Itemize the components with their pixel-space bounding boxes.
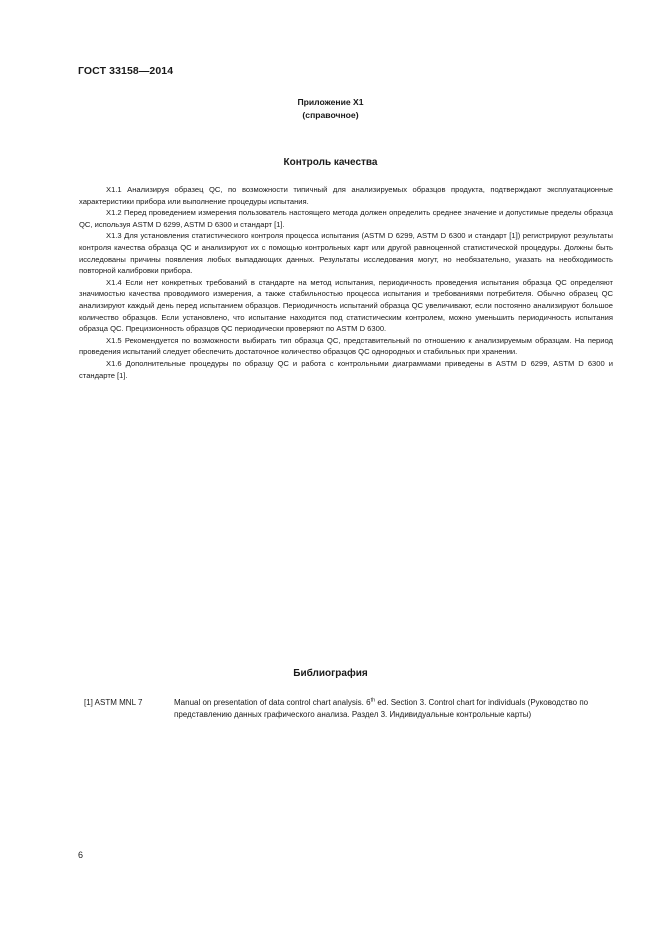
paragraph-x1-4: X1.4 Если нет конкретных требований в стандарте на метод испытания, периодичность проведения испытания образца QC определяют значимостью качества проводимого измерения, а также стабильностью процесса испытания и требованиями потребителя. Обычно образец QC анализируют каждый день перед испытанием образцов. Периодичность испытаний образца QC увеличивают, если постоянно анализируют большое количество образцов. Если установлено, что испытание находится под статистическим контролем, можно уменьшить периодичность испытания образца QC. Прецизионность образцов QC периодически проверяют по ASTM D 6300. — [79, 277, 613, 334]
bibliography-ref: [1] ASTM MNL 7 — [84, 698, 143, 707]
paragraph-x1-3: X1.3 Для установления статистического контроля процесса испытания (ASTM D 6299, ASTM D 6300 и стандарт [1]) регистрируют результаты контроля качества образца QC и анализируют их с помощью контрольных карт или другой равноценной статистической процедуры. Должны быть исследованы причины появления любых выпадающих данных. Результаты исследования могут, но необязательно, указать на необходимость повторной калибровки прибора. — [79, 231, 613, 276]
bibliography-superscript: th — [370, 697, 376, 704]
bibliography-text-main: Manual on presentation of data control chart analysis. 6 — [174, 698, 371, 707]
annex-subtitle: (справочное) — [302, 110, 359, 120]
paragraph-x1-2: X1.2 Перед проведением измерения пользователь настоящего метода должен определить среднее значение и допустимые пределы образца QC, используя ASTM D 6299, ASTM D 6300 и стандарт [1]. — [79, 208, 613, 229]
paragraph-x1-1: X1.1 Анализируя образец QC, по возможности типичный для анализируемых образцов продукта, подтверждают эксплуатационные характеристики прибора или выполнение процедуры испытания. — [79, 185, 613, 206]
page-number: 6 — [78, 850, 84, 860]
section-title-quality: Контроль качества — [283, 157, 378, 168]
annex-heading — [0, 96, 661, 122]
paragraph-x1-5: X1.5 Рекомендуется по возможности выбирать тип образца QC, представительный по отношению к анализируемым образцам. На период проведения испытаний следует обеспечить достаточное количество образцов QC однородных и стабильных при хранении. — [79, 335, 613, 357]
annex-title: Приложение X1 — [297, 97, 364, 107]
bibliography-text-rest: ed. Section 3. Control chart for individuals (Руководство по представлению данных графического анализа. Раздел 3. Индивидуальные контрольные карты) — [174, 698, 589, 719]
bibliography-text — [174, 697, 613, 720]
section-title-bibliography: Библиография — [293, 668, 368, 679]
standard-header: ГОСТ 33158—2014 — [78, 65, 174, 77]
quality-body — [79, 184, 613, 381]
paragraph-x1-6: X1.6 Дополнительные процедуры по образцу QC и работа с контрольными диаграммами приведены в ASTM D 6299, ASTM D 6300 и стандарте [1]. — [79, 358, 613, 380]
bibliography-list — [79, 697, 613, 720]
bibliography-entry — [79, 697, 613, 720]
